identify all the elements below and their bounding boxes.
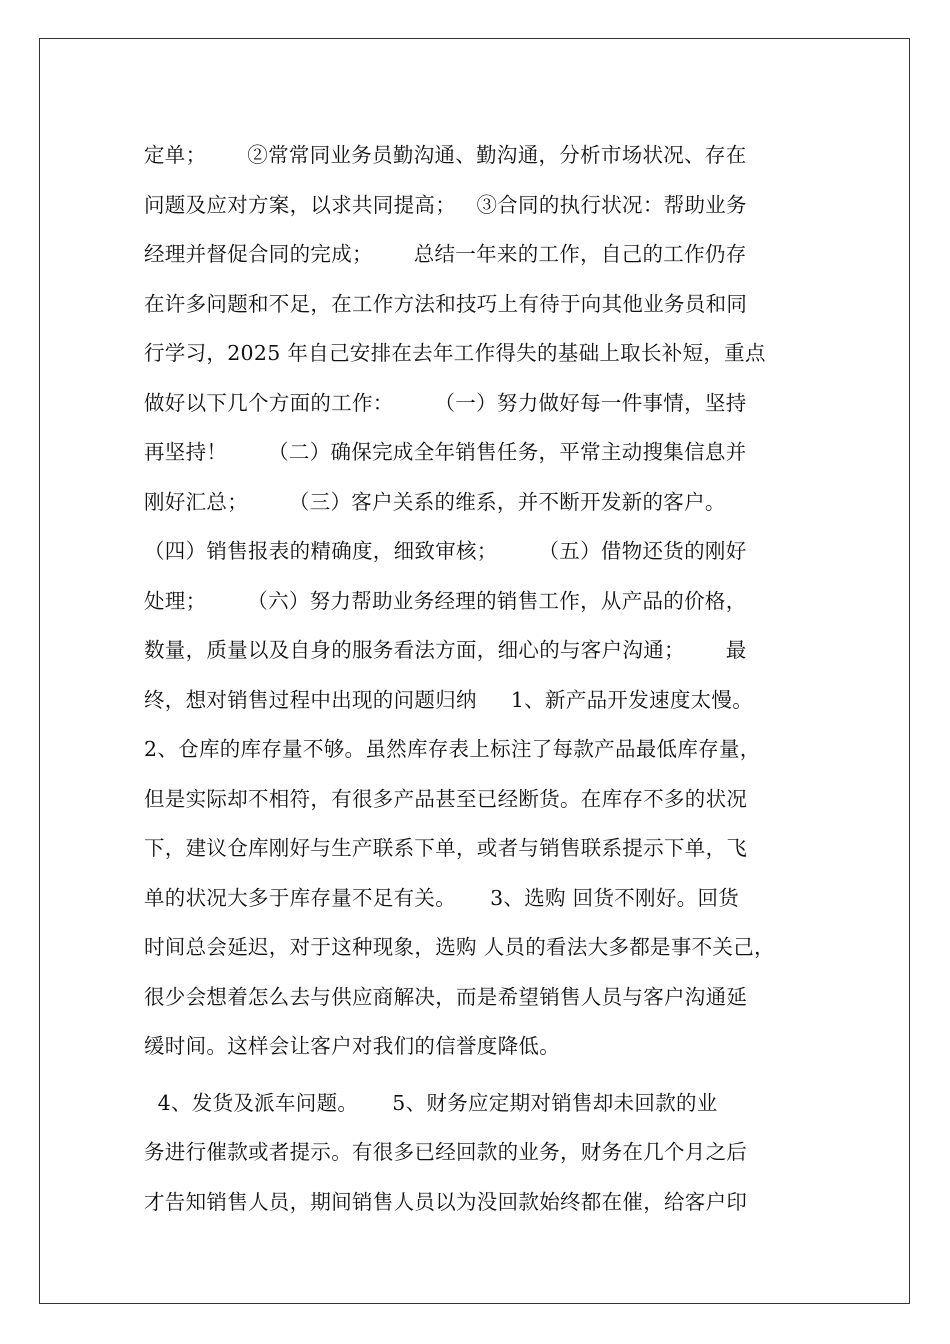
document-body <box>144 131 820 1227</box>
text-line: 4、发货及派车问题。 5、财务应定期对销售却未回款的业 <box>144 1090 718 1115</box>
text-line: 数量，质量以及自身的服务看法方面，细心的与客户沟通； 最 <box>144 638 747 662</box>
text-line: 做好以下几个方面的工作： （一）努力做好每一件事情，坚持 <box>144 390 747 415</box>
text-line: 再坚持！ （二）确保完成全年销售任务，平常主动搜集信息并 <box>144 440 747 464</box>
text-line: 务进行催款或者提示。有很多已经回款的业务，财务在几个月之后 <box>144 1140 748 1164</box>
text-line: 终，想对销售过程中出现的问题归纳 1、新产品开发速度太慢。 <box>144 687 754 712</box>
text-line: 但是实际却不相符，有很多产品甚至已经断货。在库存不多的状况 <box>144 786 748 811</box>
text-line: （四）销售报表的精确度，细致审核； （五）借物还货的刚好 <box>144 539 747 563</box>
text-line: 刚好汇总； （三）客户关系的维系，并不断开发新的客户。 <box>144 489 726 514</box>
text-line: 经理并督促合同的完成； 总结一年来的工作，自己的工作仍存 <box>144 242 747 266</box>
text-line: 处理； （六）努力帮助业务经理的销售工作，从产品的价格， <box>144 588 747 613</box>
text-line: 下，建议仓库刚好与生产联系下单，或者与销售联系提示下单，飞 <box>144 836 748 860</box>
text-line: 才告知销售人员，期间销售人员以为没回款始终都在催，给客户印 <box>144 1189 748 1214</box>
text-line: 缓时间。这样会让客户对我们的信誉度降低。 <box>144 1034 560 1058</box>
text-line: 定单； ②常常同业务员勤沟通、勤沟通，分析市场状况、存在 <box>144 143 747 167</box>
text-line: 问题及应对方案，以求共同提高； ③合同的执行状况：帮助业务 <box>144 192 747 217</box>
text-line: 2、仓库的库存量不够。虽然库存表上标注了每款产品最低库存量， <box>144 737 761 761</box>
text-line: 时间总会延迟，对于这种现象，选购 人员的看法大多都是事不关己， <box>144 935 775 959</box>
text-line: 很少会想着怎么去与供应商解决，而是希望销售人员与客户沟通延 <box>144 984 748 1009</box>
text-line: 在许多问题和不足，在工作方法和技巧上有待于向其他业务员和同 <box>144 291 748 316</box>
text-line: 单的状况大多于库存量不足有关。 3、选购 回货不刚好。回货 <box>144 885 740 910</box>
text-line: 行学习，2025 年自己安排在去年工作得失的基础上取长补短，重点 <box>144 341 766 365</box>
